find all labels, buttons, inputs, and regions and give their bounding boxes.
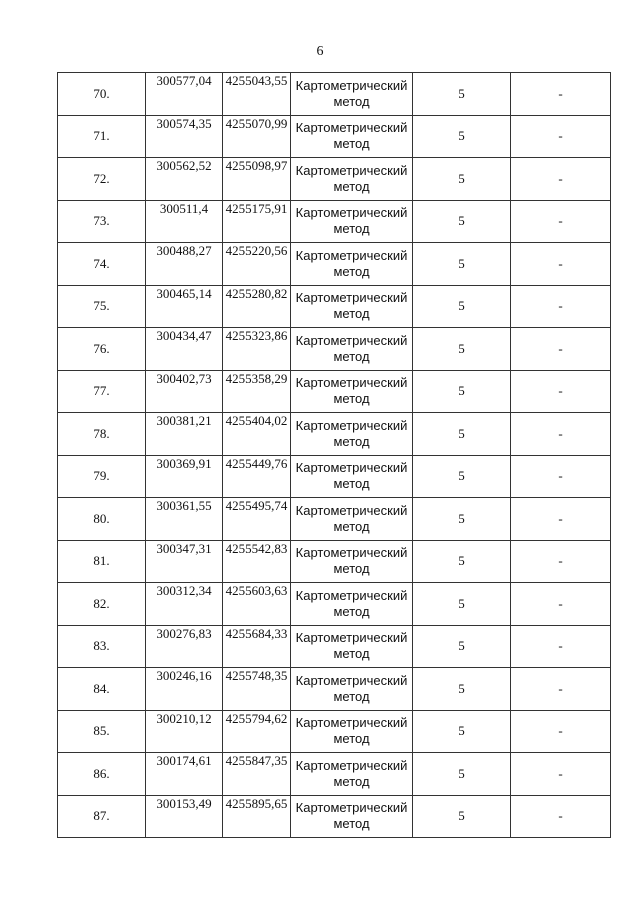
note-cell: -	[511, 583, 611, 626]
x-coordinate-cell: 300361,55	[146, 498, 223, 541]
table-row	[58, 583, 611, 626]
y-coordinate-cell: 4255603,63	[223, 583, 291, 626]
method-cell: Картометрический метод	[291, 710, 413, 753]
method-cell: Картометрический метод	[291, 498, 413, 541]
x-coordinate-cell: 300246,16	[146, 668, 223, 711]
table-row	[58, 795, 611, 838]
note-cell: -	[511, 795, 611, 838]
point-number-cell: 84.	[58, 668, 146, 711]
method-cell: Картометрический метод	[291, 285, 413, 328]
method-cell: Картометрический метод	[291, 753, 413, 796]
note-cell: -	[511, 753, 611, 796]
coordinates-table	[57, 72, 611, 838]
x-coordinate-cell: 300174,61	[146, 753, 223, 796]
note-cell: -	[511, 710, 611, 753]
point-number-cell: 72.	[58, 158, 146, 201]
table-row	[58, 285, 611, 328]
x-coordinate-cell: 300488,27	[146, 243, 223, 286]
accuracy-cell: 5	[413, 455, 511, 498]
table-row	[58, 455, 611, 498]
accuracy-cell: 5	[413, 200, 511, 243]
x-coordinate-cell: 300312,34	[146, 583, 223, 626]
point-number-cell: 78.	[58, 413, 146, 456]
accuracy-cell: 5	[413, 668, 511, 711]
point-number-cell: 70.	[58, 73, 146, 116]
point-number-cell: 80.	[58, 498, 146, 541]
point-number-cell: 76.	[58, 328, 146, 371]
y-coordinate-cell: 4255043,55	[223, 73, 291, 116]
y-coordinate-cell: 4255542,83	[223, 540, 291, 583]
point-number-cell: 85.	[58, 710, 146, 753]
note-cell: -	[511, 668, 611, 711]
table-row	[58, 115, 611, 158]
note-cell: -	[511, 73, 611, 116]
x-coordinate-cell: 300402,73	[146, 370, 223, 413]
y-coordinate-cell: 4255098,97	[223, 158, 291, 201]
table-row	[58, 200, 611, 243]
note-cell: -	[511, 455, 611, 498]
method-cell: Картометрический метод	[291, 115, 413, 158]
note-cell: -	[511, 413, 611, 456]
note-cell: -	[511, 115, 611, 158]
note-cell: -	[511, 158, 611, 201]
table-row	[58, 370, 611, 413]
note-cell: -	[511, 540, 611, 583]
accuracy-cell: 5	[413, 540, 511, 583]
table-row	[58, 540, 611, 583]
method-cell: Картометрический метод	[291, 540, 413, 583]
note-cell: -	[511, 625, 611, 668]
note-cell: -	[511, 498, 611, 541]
method-cell: Картометрический метод	[291, 200, 413, 243]
table-row	[58, 328, 611, 371]
accuracy-cell: 5	[413, 413, 511, 456]
x-coordinate-cell: 300434,47	[146, 328, 223, 371]
y-coordinate-cell: 4255404,02	[223, 413, 291, 456]
y-coordinate-cell: 4255449,76	[223, 455, 291, 498]
point-number-cell: 82.	[58, 583, 146, 626]
x-coordinate-cell: 300347,31	[146, 540, 223, 583]
method-cell: Картометрический метод	[291, 158, 413, 201]
note-cell: -	[511, 243, 611, 286]
method-cell: Картометрический метод	[291, 73, 413, 116]
table-row	[58, 243, 611, 286]
table-row	[58, 413, 611, 456]
accuracy-cell: 5	[413, 285, 511, 328]
y-coordinate-cell: 4255495,74	[223, 498, 291, 541]
page-number: 6	[316, 44, 324, 59]
accuracy-cell: 5	[413, 370, 511, 413]
x-coordinate-cell: 300577,04	[146, 73, 223, 116]
coordinates-table-body	[58, 73, 611, 838]
accuracy-cell: 5	[413, 243, 511, 286]
x-coordinate-cell: 300153,49	[146, 795, 223, 838]
x-coordinate-cell: 300210,12	[146, 710, 223, 753]
table-row	[58, 710, 611, 753]
y-coordinate-cell: 4255175,91	[223, 200, 291, 243]
y-coordinate-cell: 4255220,56	[223, 243, 291, 286]
method-cell: Картометрический метод	[291, 413, 413, 456]
note-cell: -	[511, 370, 611, 413]
accuracy-cell: 5	[413, 158, 511, 201]
method-cell: Картометрический метод	[291, 668, 413, 711]
accuracy-cell: 5	[413, 328, 511, 371]
point-number-cell: 83.	[58, 625, 146, 668]
point-number-cell: 87.	[58, 795, 146, 838]
y-coordinate-cell: 4255358,29	[223, 370, 291, 413]
accuracy-cell: 5	[413, 115, 511, 158]
method-cell: Картометрический метод	[291, 370, 413, 413]
accuracy-cell: 5	[413, 753, 511, 796]
accuracy-cell: 5	[413, 583, 511, 626]
table-row	[58, 668, 611, 711]
x-coordinate-cell: 300465,14	[146, 285, 223, 328]
y-coordinate-cell: 4255794,62	[223, 710, 291, 753]
note-cell: -	[511, 328, 611, 371]
x-coordinate-cell: 300574,35	[146, 115, 223, 158]
y-coordinate-cell: 4255323,86	[223, 328, 291, 371]
point-number-cell: 75.	[58, 285, 146, 328]
x-coordinate-cell: 300562,52	[146, 158, 223, 201]
table-row	[58, 158, 611, 201]
point-number-cell: 86.	[58, 753, 146, 796]
point-number-cell: 77.	[58, 370, 146, 413]
point-number-cell: 74.	[58, 243, 146, 286]
method-cell: Картометрический метод	[291, 583, 413, 626]
accuracy-cell: 5	[413, 625, 511, 668]
y-coordinate-cell: 4255684,33	[223, 625, 291, 668]
method-cell: Картометрический метод	[291, 795, 413, 838]
point-number-cell: 81.	[58, 540, 146, 583]
y-coordinate-cell: 4255748,35	[223, 668, 291, 711]
x-coordinate-cell: 300276,83	[146, 625, 223, 668]
table-row	[58, 625, 611, 668]
y-coordinate-cell: 4255280,82	[223, 285, 291, 328]
point-number-cell: 71.	[58, 115, 146, 158]
x-coordinate-cell: 300381,21	[146, 413, 223, 456]
y-coordinate-cell: 4255070,99	[223, 115, 291, 158]
x-coordinate-cell: 300511,4	[146, 200, 223, 243]
note-cell: -	[511, 200, 611, 243]
table-row	[58, 498, 611, 541]
method-cell: Картометрический метод	[291, 625, 413, 668]
point-number-cell: 73.	[58, 200, 146, 243]
method-cell: Картометрический метод	[291, 328, 413, 371]
accuracy-cell: 5	[413, 795, 511, 838]
point-number-cell: 79.	[58, 455, 146, 498]
accuracy-cell: 5	[413, 710, 511, 753]
table-row	[58, 73, 611, 116]
accuracy-cell: 5	[413, 498, 511, 541]
x-coordinate-cell: 300369,91	[146, 455, 223, 498]
accuracy-cell: 5	[413, 73, 511, 116]
note-cell: -	[511, 285, 611, 328]
method-cell: Картометрический метод	[291, 243, 413, 286]
y-coordinate-cell: 4255847,35	[223, 753, 291, 796]
table-row	[58, 753, 611, 796]
y-coordinate-cell: 4255895,65	[223, 795, 291, 838]
method-cell: Картометрический метод	[291, 455, 413, 498]
